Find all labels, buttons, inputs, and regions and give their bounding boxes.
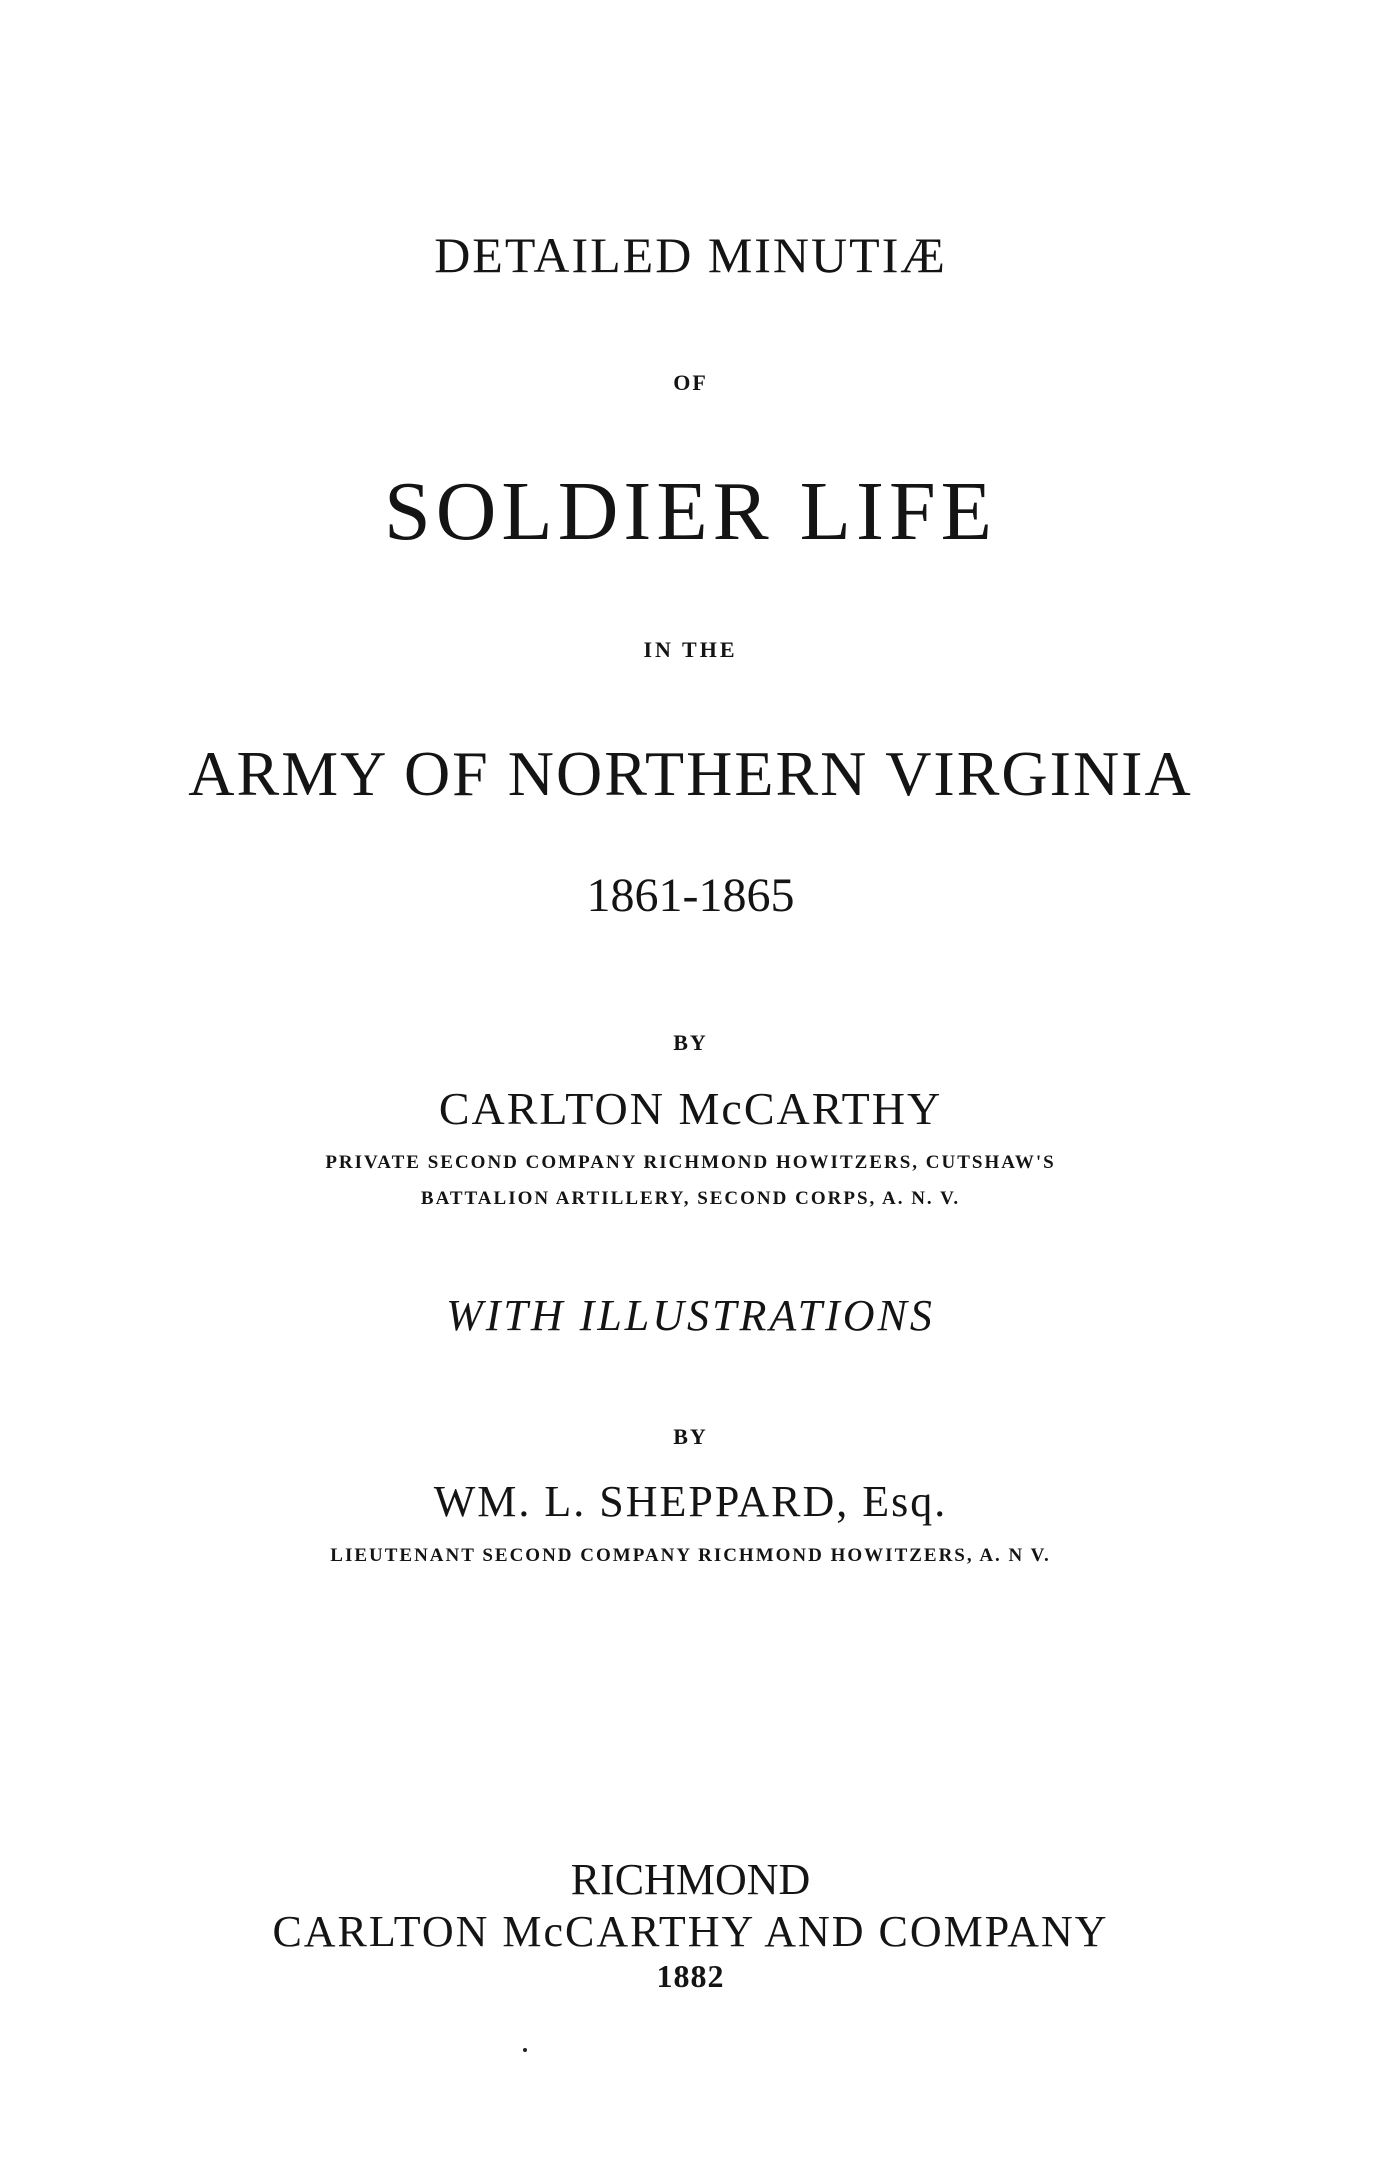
author-credentials-line-1: PRIVATE SECOND COMPANY RICHMOND HOWITZERS, CUTSHAW'S — [325, 1152, 1056, 1173]
illustrator-name: WM. L. SHEPPARD, Esq. — [433, 1477, 948, 1526]
title-line-1: DETAILED MINUTIÆ — [434, 227, 947, 283]
author-name: CARLTON McCARTHY — [438, 1083, 943, 1134]
ink-speck — [523, 2048, 527, 2052]
title-line-3: ARMY OF NORTHERN VIRGINIA — [188, 738, 1193, 809]
title-years: 1861-1865 — [586, 869, 795, 922]
publication-city: RICHMOND — [570, 1855, 811, 1904]
title-connector-in-the: IN THE — [643, 637, 738, 662]
publication-year: 1882 — [656, 1958, 725, 1994]
by-illustrator-label: BY — [673, 1424, 708, 1449]
illustrator-credentials: LIEUTENANT SECOND COMPANY RICHMOND HOWITZERS, A. N V. — [330, 1545, 1051, 1566]
title-line-2: SOLDIER LIFE — [384, 465, 997, 558]
illustrations-heading: WITH ILLUSTRATIONS — [446, 1291, 935, 1340]
by-author-label: BY — [673, 1030, 708, 1055]
title-connector-of: OF — [673, 370, 708, 395]
author-credentials-line-2: BATTALION ARTILLERY, SECOND CORPS, A. N. V. — [420, 1188, 961, 1209]
publisher-name: CARLTON McCARTHY AND COMPANY — [272, 1907, 1109, 1956]
